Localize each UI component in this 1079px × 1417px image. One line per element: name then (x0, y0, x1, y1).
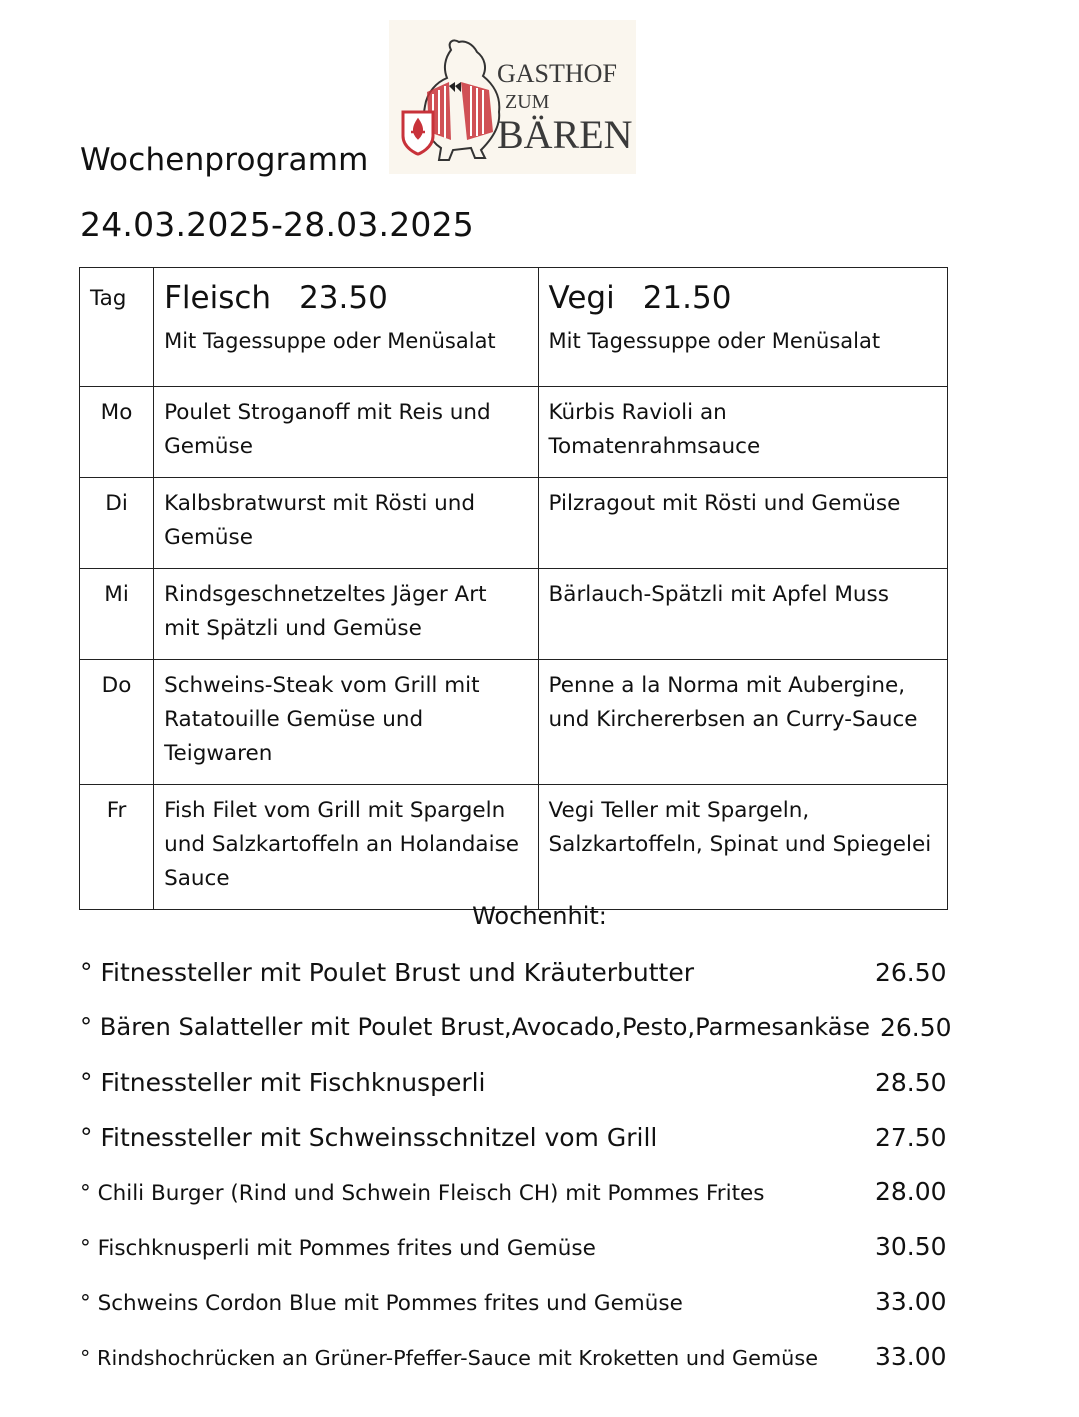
dish-price: 30.50 (875, 1232, 947, 1261)
dish-price: 26.50 (875, 958, 947, 987)
dish-price: 27.50 (875, 1123, 947, 1152)
meat-dish-cell: Poulet Stroganoff mit Reis und Gemüse (154, 387, 538, 478)
vegi-label: Vegi (548, 280, 615, 316)
day-cell: Fr (80, 785, 154, 910)
day-cell: Mo (80, 387, 154, 478)
bear-logo-icon (389, 20, 636, 174)
vegi-dish-cell: Pilzragout mit Rösti und Gemüse (538, 478, 947, 569)
dish-name: ° Fitnessteller mit Fischknusperli (80, 1068, 486, 1097)
dish-price: 28.50 (875, 1068, 947, 1097)
wochenhit-title: Wochenhit: (472, 902, 607, 930)
table-row (80, 785, 948, 910)
meat-dish-cell: Schweins-Steak vom Grill mit Ratatouille Gemüse und Teigwaren (154, 660, 538, 785)
meat-dish-cell: Rindsgeschnetzeltes Jäger Art mit Spätzli und Gemüse (154, 569, 538, 660)
dish-name: ° Bären Salatteller mit Poulet Brust,Avocado,Pesto,Parmesankäse (80, 1013, 871, 1041)
vegi-dish-cell: Penne a la Norma mit Aubergine, und Kirchererbsen an Curry-Sauce (538, 660, 947, 785)
page-title: Wochenprogramm (80, 142, 369, 178)
table-row (80, 478, 948, 569)
weekly-menu-table (79, 267, 948, 910)
dish-name: ° Rindshochrücken an Grüner-Pfeffer-Sauce mit Kroketten und Gemüse (80, 1346, 818, 1370)
day-cell: Do (80, 660, 154, 785)
dish-name: ° Chili Burger (Rind und Schwein Fleisch CH) mit Pommes Frites (80, 1181, 765, 1206)
vegi-dish-cell: Bärlauch-Spätzli mit Apfel Muss (538, 569, 947, 660)
day-cell: Mi (80, 569, 154, 660)
svg-text:GASTHOF: GASTHOF (497, 59, 617, 88)
meat-label: Fleisch (164, 280, 272, 316)
day-cell: Di (80, 478, 154, 569)
meat-dish-cell: Kalbsbratwurst mit Rösti und Gemüse (154, 478, 538, 569)
meat-dish-cell: Fish Filet vom Grill mit Spargeln und Salzkartoffeln an Holandaise Sauce (154, 785, 538, 910)
table-header-row (80, 268, 948, 387)
table-row (80, 569, 948, 660)
dish-name: ° Schweins Cordon Blue mit Pommes frites und Gemüse (80, 1291, 683, 1316)
dish-name: ° Fischknusperli mit Pommes frites und Gemüse (80, 1236, 596, 1261)
svg-text:BÄREN: BÄREN (497, 112, 633, 157)
day-column-header: Tag (80, 268, 154, 387)
svg-text:ZUM: ZUM (505, 91, 550, 113)
dish-price: 33.00 (875, 1342, 947, 1371)
table-row (80, 387, 948, 478)
date-range: 24.03.2025-28.03.2025 (80, 205, 474, 244)
vegi-price: 21.50 (642, 280, 732, 316)
table-row (80, 660, 948, 785)
vegi-note: Mit Tagessuppe oder Menüsalat (548, 329, 881, 353)
dish-price: 28.00 (875, 1177, 947, 1206)
dish-name: ° Fitnessteller mit Schweinsschnitzel vom Grill (80, 1123, 658, 1152)
dish-price: 33.00 (875, 1287, 947, 1316)
dish-name: ° Fitnessteller mit Poulet Brust und Kräuterbutter (80, 958, 694, 987)
vegi-dish-cell: Vegi Teller mit Spargeln, Salzkartoffeln, Spinat und Spiegelei (538, 785, 947, 910)
vegi-dish-cell: Kürbis Ravioli an Tomatenrahmsauce (538, 387, 947, 478)
dish-price: 26.50 (880, 1013, 952, 1042)
restaurant-logo (389, 20, 636, 174)
meat-price: 23.50 (299, 280, 388, 316)
meat-note: Mit Tagessuppe oder Menüsalat (164, 329, 496, 353)
vegi-column-header (538, 268, 947, 387)
meat-column-header (154, 268, 538, 387)
